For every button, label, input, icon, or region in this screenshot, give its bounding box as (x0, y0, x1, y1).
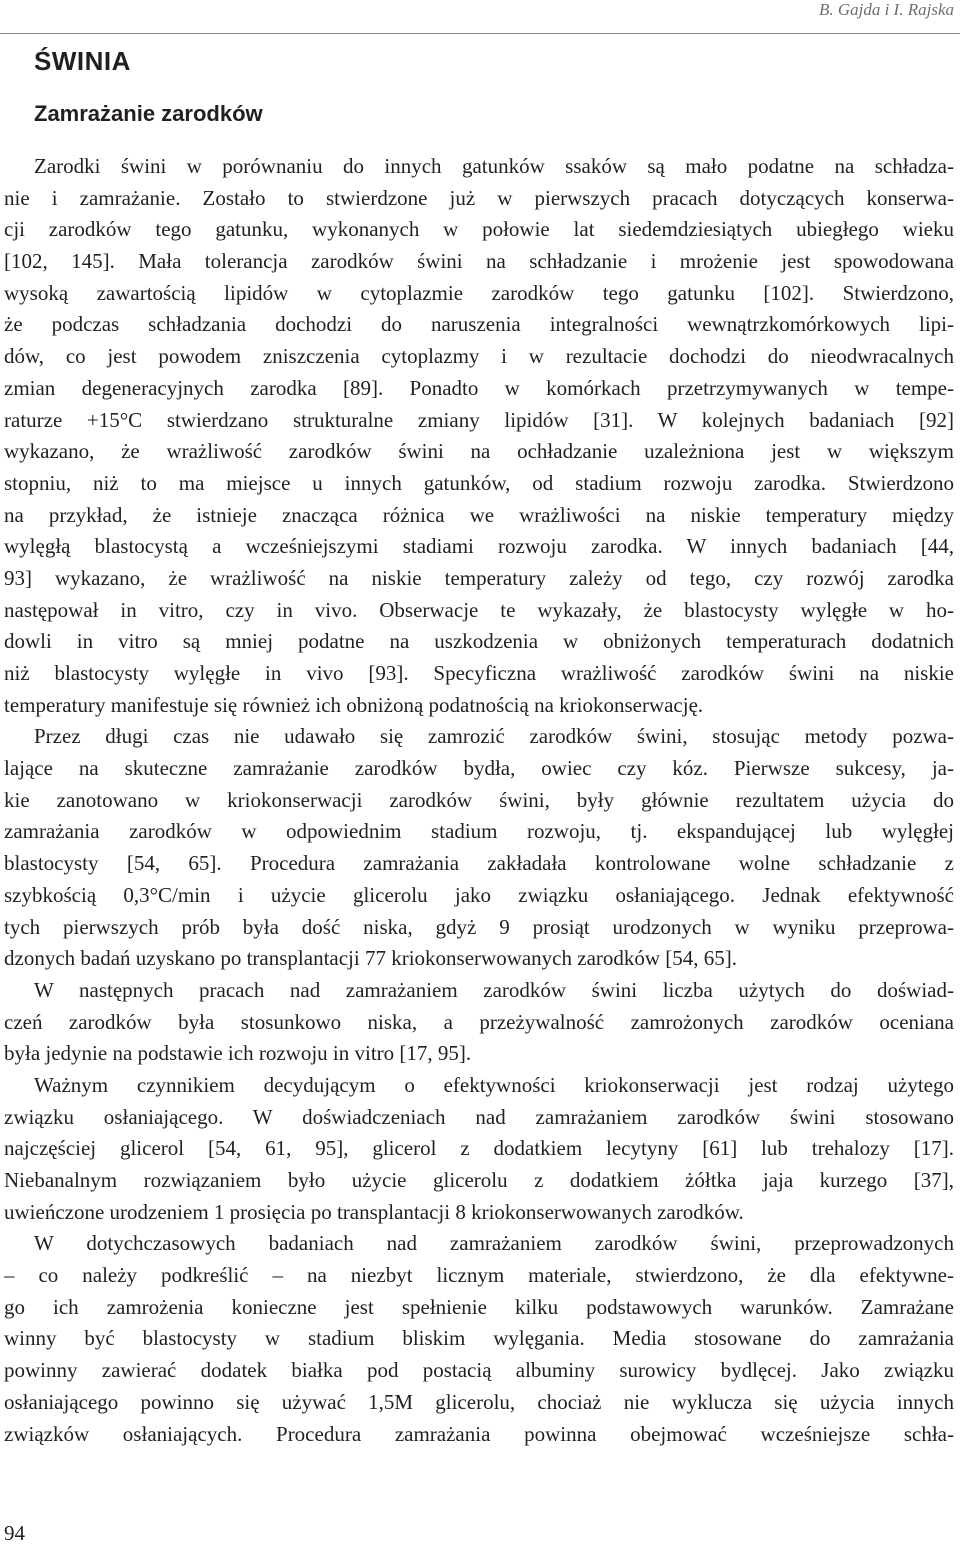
text-line: – co należy podkreślić – na niezbyt licznym materiale, stwierdzono, że dla efektywne- (4, 1263, 954, 1288)
text-line: następował in vitro, czy in vivo. Obserwacje te wykazały, że blastocysty wylęgłe w ho- (4, 597, 954, 622)
text-line: niż blastocysty wylęgłe in vivo [93]. Specyficzna wrażliwość zarodków świni na niskie (4, 661, 954, 685)
text-line: [102, 145]. Mała tolerancja zarodków świni na schładzanie i mrożenie jest spowodowana (4, 249, 954, 274)
text-line: lające na skuteczne zamrażanie zarodków bydła, owiec czy kóz. Pierwsze sukcesy, ja- (4, 756, 954, 781)
page-number: 94 (4, 1521, 25, 1545)
text-line: wysoką zawartością lipidów w cytoplazmie zarodków tego gatunku [102]. Stwierdzono, (4, 280, 954, 305)
text-line: go ich zamrożenia konieczne jest spełnienie kilku podstawowych warunków. Zamrażane (4, 1294, 954, 1319)
text-line: zamrażania zarodków w odpowiednim stadium rozwoju, tj. ekspandującej lub wylęgłej (4, 819, 954, 844)
text-line: tych pierwszych prób była dość niska, gdyż 9 prosiąt urodzonych w wyniku przeprowa- (4, 914, 954, 939)
text-line: temperatury manifestuje się również ich obniżoną podatnością na kriokonserwację. (4, 692, 704, 717)
text-line: szybkością 0,3°C/min i użycie glicerolu jako związku osłaniającego. Jednak efektywność (4, 882, 954, 907)
text-line: czeń zarodków była stosunkowo niska, a przeżywalność zamrożonych zarodków oceniana (4, 1009, 954, 1034)
text-line: że podczas schładzania dochodzi do naruszenia integralności wewnątrzkomórkowych lipi- (4, 312, 954, 337)
text-line: winny być blastocysty w stadium bliskim wylęgania. Media stosowane do zamrażania (4, 1326, 954, 1351)
text-line: wylęgłą blastocystą a wcześniejszymi stadiami rozwoju zarodka. W innych badaniach [44, (4, 534, 954, 559)
text-line: W następnych pracach nad zamrażaniem zarodków świni liczba użytych do doświad- (34, 977, 954, 1002)
text-line: stopniu, niż to ma miejsce u innych gatunków, od stadium rozwoju zarodka. Stwierdzono (4, 470, 954, 495)
text-line: związków osłaniających. Procedura zamrażania powinna obejmować wcześniejsze schła- (4, 1421, 954, 1446)
text-line: nie i zamrażanie. Zostało to stwierdzone już w pierwszych pracach dotyczących konserwa- (4, 185, 954, 210)
text-line: była jedynie na podstawie ich rozwoju in vitro [17, 95]. (4, 1041, 472, 1066)
text-line: powinny zawierać dodatek białka pod postacią albuminy surowicy bydlęcej. Jako związku (4, 1358, 954, 1383)
text-line: najczęściej glicerol [54, 61, 95], glicerol z dodatkiem lecytyny [61] lub trehalozy [17]. (4, 1136, 954, 1161)
running-head: B. Gajda i I. Rajska (818, 0, 954, 19)
text-line: dzonych badań uzyskano po transplantacji 77 kriokonserwowanych zarodków [54, 65]. (4, 946, 738, 971)
text-line: na przykład, że istnieje znacząca różnica we wrażliwości na niskie temperatury między (4, 502, 954, 527)
text-line: 93] wykazano, że wrażliwość na niskie temperatury zależy od tego, czy rozwój zarodka (4, 565, 954, 590)
subsection-title: Zamrażanie zarodków (34, 101, 263, 126)
text-line: Ważnym czynnikiem decydującym o efektywności kriokonserwacji jest rodzaj użytego (34, 1072, 954, 1097)
text-line: W dotychczasowych badaniach nad zamrażaniem zarodków świni, przeprowadzonych (34, 1231, 954, 1256)
text-line: cji zarodków tego gatunku, wykonanych w połowie lat siedemdziesiątych ubiegłego wieku (4, 217, 954, 242)
text-line: kie zanotowano w kriokonserwacji zarodków świni, były głównie rezultatem użycia do (4, 787, 954, 812)
text-line: raturze +15°C stwierdzano strukturalne zmiany lipidów [31]. W kolejnych badaniach [92] (4, 407, 954, 432)
text-line: Przez długi czas nie udawało się zamrozić zarodków świni, stosując metody pozwa- (34, 724, 954, 749)
text-line: zmian degeneracyjnych zarodka [89]. Ponadto w komórkach przetrzymywanych w tempe- (4, 375, 954, 400)
section-title: ŚWINIA (34, 46, 131, 76)
text-line: osłaniającego powinno się używać 1,5M glicerolu, chociaż nie wyklucza się użycia innych (4, 1389, 954, 1414)
text-line: wykazano, że wrażliwość zarodków świni na ochładzanie uzależniona jest w większym (4, 439, 954, 464)
body-text (4, 151, 954, 1450)
text-line: dowli in vitro są mniej podatne na uszkodzenia w obniżonych temperaturach dodatnich (4, 629, 954, 654)
text-line: blastocysty [54, 65]. Procedura zamrażania zakładała kontrolowane wolne schładzanie z (4, 851, 954, 876)
text-line: Niebanalnym rozwiązaniem było użycie glicerolu z dodatkiem żółtka jaja kurzego [37], (4, 1168, 954, 1192)
text-line: związku osłaniającego. W doświadczeniach nad zamrażaniem zarodków świni stosowano (4, 1104, 954, 1129)
header-rule (0, 33, 960, 34)
text-line: uwieńczone urodzeniem 1 prosięcia po transplantacji 8 kriokonserwowanych zarodków. (4, 1199, 744, 1224)
text-line: Zarodki świni w porównaniu do innych gatunków ssaków są mało podatne na schładza- (34, 154, 954, 178)
text-line: dów, co jest powodem zniszczenia cytoplazmy i w rezultacie dochodzi do nieodwracalnych (4, 344, 954, 369)
